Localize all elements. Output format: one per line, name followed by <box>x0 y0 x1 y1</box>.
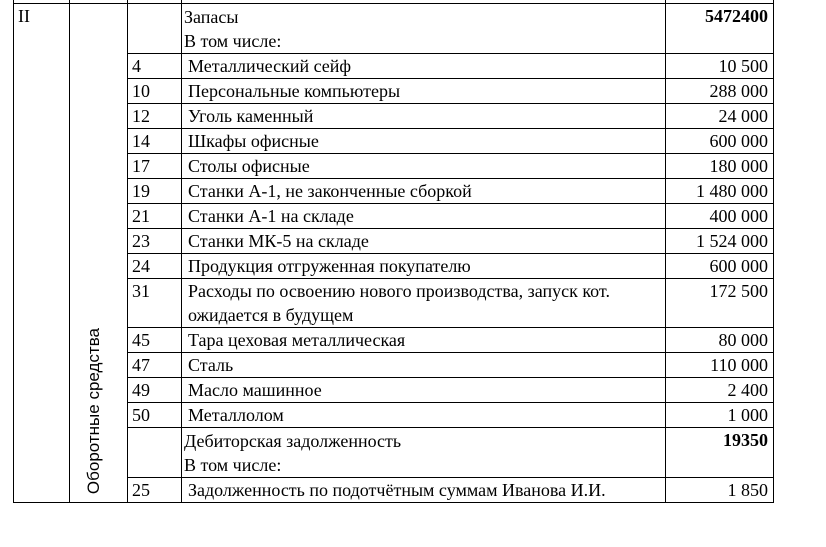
row-value: 10 500 <box>666 54 774 79</box>
table-row <box>14 378 774 403</box>
row-value: 2 400 <box>666 378 774 403</box>
row-name: Сталь <box>182 353 666 378</box>
group-subtitle: В том числе: <box>184 31 282 51</box>
row-code: 19 <box>128 179 182 204</box>
table-row <box>14 79 774 104</box>
row-code: 24 <box>128 254 182 279</box>
row-code: 14 <box>128 129 182 154</box>
row-name: Задолженность по подотчётным суммам Иванова И.И. <box>182 478 666 503</box>
group-title: Дебиторская задолженность <box>184 431 402 451</box>
table-row <box>14 279 774 328</box>
row-name: Масло машинное <box>182 378 666 403</box>
table-row <box>14 478 774 503</box>
row-value: 180 000 <box>666 154 774 179</box>
group-total: 19350 <box>723 430 768 450</box>
row-value: 1 000 <box>666 403 774 428</box>
row-code: 17 <box>128 154 182 179</box>
row-value: 1 850 <box>666 478 774 503</box>
group-title: Запасы <box>184 7 239 27</box>
row-code: 47 <box>128 353 182 378</box>
row-name: Расходы по освоению нового производства, запуск кот. <box>188 281 610 301</box>
row-code: 21 <box>128 204 182 229</box>
table-row <box>14 353 774 378</box>
table-row <box>14 154 774 179</box>
row-code: 23 <box>128 229 182 254</box>
table-row <box>14 328 774 353</box>
row-value: 288 000 <box>666 79 774 104</box>
row-code: 49 <box>128 378 182 403</box>
row-code: 50 <box>128 403 182 428</box>
row-name: Продукция отгруженная покупателю <box>182 254 666 279</box>
row-code: 31 <box>128 279 182 328</box>
group-header-stocks <box>14 4 774 54</box>
section-label-cell <box>70 4 128 503</box>
group-subtitle: В том числе: <box>184 455 282 475</box>
row-value: 400 000 <box>666 204 774 229</box>
row-name: Станки МК-5 на складе <box>182 229 666 254</box>
row-code: 10 <box>128 79 182 104</box>
row-value: 110 000 <box>666 353 774 378</box>
row-value: 172 500 <box>666 279 774 328</box>
row-value: 600 000 <box>666 129 774 154</box>
section-label: Оборотные средства <box>84 327 103 494</box>
row-name: Металлолом <box>182 403 666 428</box>
table-row <box>14 104 774 129</box>
row-code: 4 <box>128 54 182 79</box>
group-header-receivables <box>14 428 774 478</box>
table-row <box>14 229 774 254</box>
row-value: 24 000 <box>666 104 774 129</box>
row-name: Станки А-1, не законченные сборкой <box>182 179 666 204</box>
table-row <box>14 403 774 428</box>
row-value: 600 000 <box>666 254 774 279</box>
balance-table <box>13 0 774 503</box>
row-name: Станки А-1 на складе <box>182 204 666 229</box>
section-number: II <box>14 4 70 503</box>
row-name: Столы офисные <box>182 154 666 179</box>
row-value: 1 524 000 <box>666 229 774 254</box>
row-code: 12 <box>128 104 182 129</box>
table-row <box>14 254 774 279</box>
row-name: Персональные компьютеры <box>182 79 666 104</box>
table-row <box>14 129 774 154</box>
row-code: 25 <box>128 478 182 503</box>
group-total: 5472400 <box>705 6 768 26</box>
row-value: 1 480 000 <box>666 179 774 204</box>
table-row <box>14 204 774 229</box>
row-name: Уголь каменный <box>182 104 666 129</box>
row-name: Тара цеховая металлическая <box>182 328 666 353</box>
row-value: 80 000 <box>666 328 774 353</box>
row-code: 45 <box>128 328 182 353</box>
table-row <box>14 179 774 204</box>
row-name-continued: ожидается в будущем <box>188 305 354 325</box>
row-name: Металлический сейф <box>182 54 666 79</box>
table-row <box>14 54 774 79</box>
row-name: Шкафы офисные <box>182 129 666 154</box>
